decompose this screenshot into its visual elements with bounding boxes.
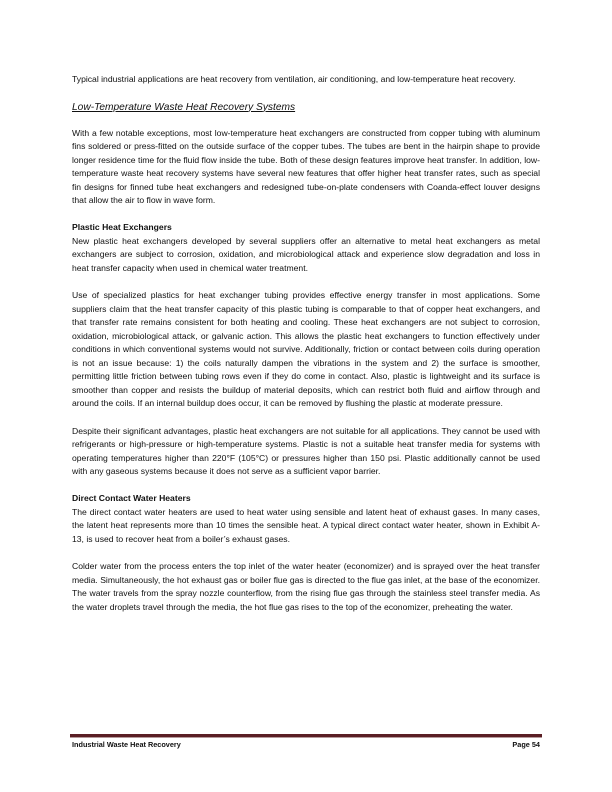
page-content xyxy=(72,73,540,614)
spacer xyxy=(72,547,540,561)
page-footer xyxy=(72,740,540,749)
plastic-paragraph-1: New plastic heat exchangers developed by several suppliers offer an alternative to metal heat exchangers as metal exchangers are subject to corrosion, oxidation, and microbiological attack and experience slow degradation and loss in heat transfer capacity when used in chemical water treatment. xyxy=(72,235,540,274)
direct-contact-paragraph-2: Colder water from the process enters the top inlet of the water heater (economizer) and is sprayed over the heat transfer media. Simultaneously, the hot exhaust gas or boiler flue gas is directed to the flue gas inlet, at the base of the economizer. The water travels from the spray nozzle counterflow, from the rising flue gas through the stainless steel transfer media. As the water droplets travel through the media, the hot flue gas rises to the top of the economizer, preheating the water. xyxy=(72,561,540,612)
intro-paragraph: Typical industrial applications are heat recovery from ventilation, air conditioning, and low-temperature heat recovery. xyxy=(72,74,516,84)
spacer xyxy=(72,276,540,290)
spacer xyxy=(72,411,540,425)
section-title: Low-Temperature Waste Heat Recovery Systems xyxy=(72,101,296,113)
footer-title: Industrial Waste Heat Recovery xyxy=(72,740,181,749)
direct-contact-paragraph-1: The direct contact water heaters are used to heat water using sensible and latent heat of exhaust gases. In many cases, the latent heat represents more than 10 times the sensible heat. A typical direct contact water heater, shown in Exhibit A-13, is used to recover heat from a boiler’s exhaust gases. xyxy=(72,506,540,544)
plastic-paragraph-3: Despite their significant advantages, plastic heat exchangers are not suitable for all applications. They cannot be used with refrigerants or high-pressure or high-temperature systems. Plastic is not a suitable heat transfer media for systems with operating temperatures higher than 220°F (105°C) or pressures higher than 150 psi. Plastic additionally cannot be used with any gaseous systems because it does not serve as a sufficient vapor barrier. xyxy=(72,425,540,477)
section-paragraph: With a few notable exceptions, most low-temperature heat exchangers are constructed from copper tubing with aluminum fins soldered or press-fitted on the outside surface of the copper tubes. The tubes are bent in the hairpin shape to provide longer residence time for the fluid flow inside the tube. Both of these design features improve heat transfer. In addition, low-temperature waste heat recovery systems have several new features that offer higher heat transfer rates, such as special fin designs for finned tube heat exchangers and redesigned tube-on-plate condensers with Coanda-effect louver designs that allow the air to flow in wave form. xyxy=(72,127,540,206)
plastic-heading: Plastic Heat Exchangers xyxy=(72,222,172,233)
page-number: Page 54 xyxy=(512,740,540,749)
direct-contact-heading: Direct Contact Water Heaters xyxy=(72,493,191,504)
footer-divider xyxy=(70,734,542,738)
plastic-paragraph-2: Use of specialized plastics for heat exchanger tubing provides effective energy transfer in most applications. Some suppliers claim that the heat transfer capacity of this plastic tubing is comparable to that of copper heat exchangers, and that transfer rate remains consistent for both heating and cooling. These heat exchangers are not subject to corrosion, oxidation, microbiological attack, or galvanic action. This allows the plastic heat exchangers to function effectively under conditions in which conventional systems would not survive. Additionally, friction or contact between coils during operation is not an issue because: 1) the coils naturally dampen the vibrations in the system and 2) the surface is smoother, permitting little friction between tubing rows even if they do come in contact. Also, plastic is lightweight and its surface is smoother than copper and resists the buildup of material deposits, which can restrict both fluid and airflow through and around the coils. If an internal buildup does occur, it can be removed by flushing the plastic at moderate pressure. xyxy=(72,290,540,409)
spacer xyxy=(72,208,540,222)
spacer xyxy=(72,479,540,493)
